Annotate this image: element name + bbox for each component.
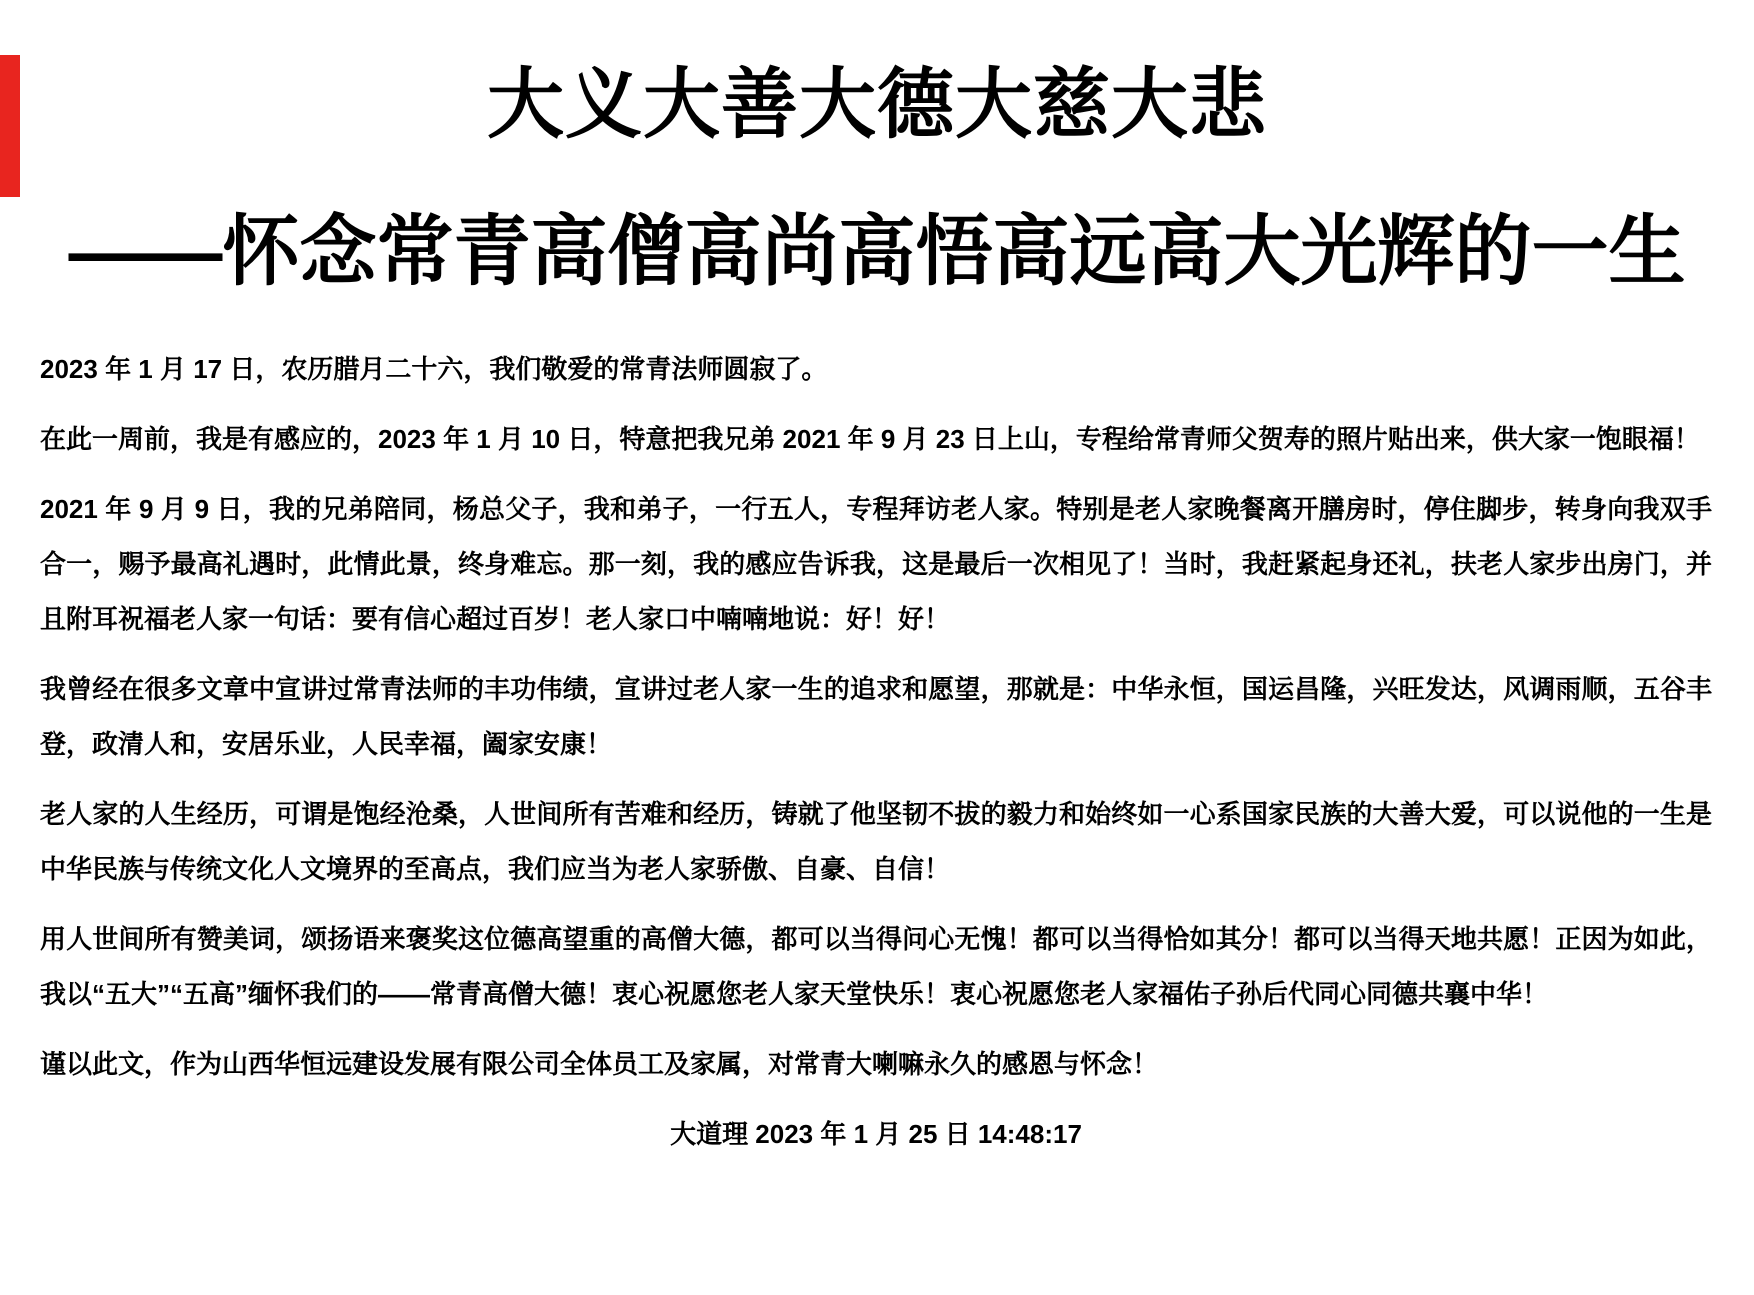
left-edge-marker	[0, 55, 20, 197]
signature-line: 大道理 2023 年 1 月 25 日 14:48:17	[670, 1119, 1082, 1149]
article-body	[40, 342, 1712, 1162]
paragraph-1: 2023 年 1 月 17 日，农历腊月二十六，我们敬爱的常青法师圆寂了。	[40, 354, 828, 384]
paragraph-6: 用人世间所有赞美词，颂扬语来褒奖这位德高望重的高僧大德，都可以当得问心无愧！都可以当得恰如其分！都可以当得天地共愿！正因为如此，我以“五大”“五高”缅怀我们的——常青高僧大德！衷心祝愿您老人家天堂快乐！衷心祝愿您老人家福佑子孙后代同心同德共襄中华！	[40, 924, 1712, 1009]
paragraph-5: 老人家的人生经历，可谓是饱经沧桑，人世间所有苦难和经历，铸就了他坚韧不拔的毅力和始终如一心系国家民族的大善大爱，可以说他的一生是中华民族与传统文化人文境界的至高点，我们应当为老人家骄傲、自豪、自信！	[40, 799, 1712, 884]
paragraph-4: 我曾经在很多文章中宣讲过常青法师的丰功伟绩，宣讲过老人家一生的追求和愿望，那就是：中华永恒，国运昌隆，兴旺发达，风调雨顺，五谷丰登，政清人和，安居乐业，人民幸福，阖家安康！	[40, 674, 1712, 759]
page-subtitle: ——怀念常青高僧高尚高悟高远高大光辉的一生	[68, 209, 1686, 295]
paragraph-2: 在此一周前，我是有感应的，2023 年 1 月 10 日，特意把我兄弟 2021 年 9 月 23 日上山，专程给常青师父贺寿的照片贴出来，供大家一饱眼福！	[40, 424, 1700, 454]
document-page	[0, 55, 1754, 1295]
paragraph-7: 谨以此文，作为山西华恒远建设发展有限公司全体员工及家属，对常青大喇嘛永久的感恩与怀念！	[40, 1049, 1159, 1079]
paragraph-3: 2021 年 9 月 9 日，我的兄弟陪同，杨总父子，我和弟子，一行五人，专程拜访老人家。特别是老人家晚餐离开膳房时，停住脚步，转身向我双手合一，赐予最高礼遇时，此情此景，终身难忘。那一刻，我的感应告诉我，这是最后一次相见了！当时，我赶紧起身还礼，扶老人家步出房门，并且附耳祝福老人家一句话：要有信心超过百岁！老人家口中喃喃地说：好！好！	[40, 494, 1712, 634]
page-title: 大义大善大德大慈大悲	[487, 62, 1267, 148]
